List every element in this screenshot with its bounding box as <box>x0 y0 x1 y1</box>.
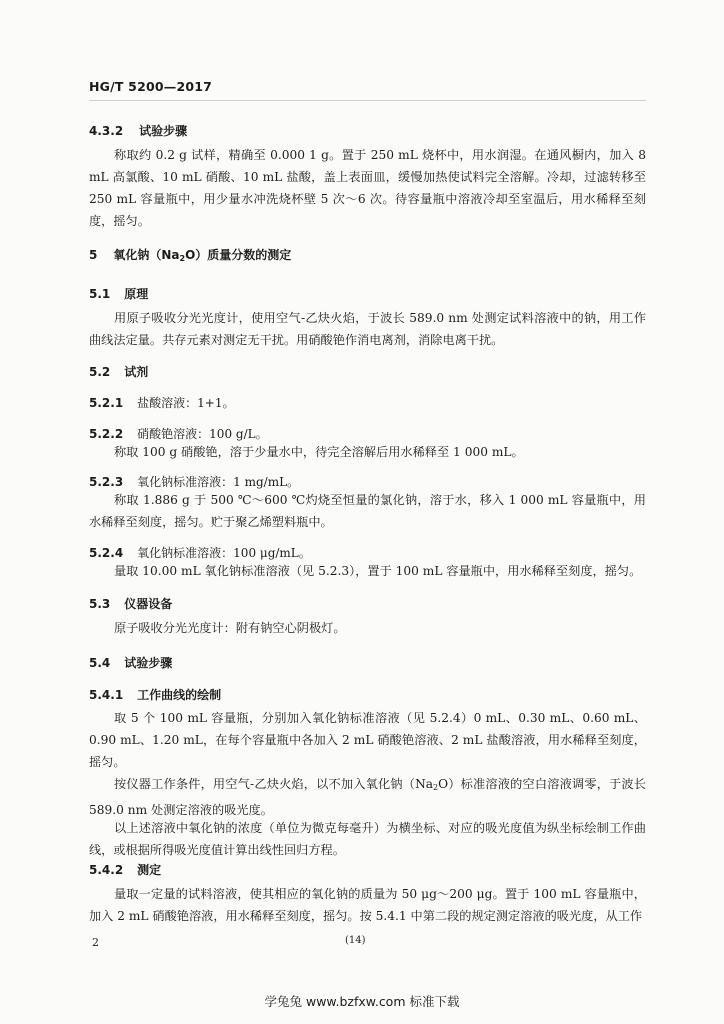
section-5-2-3 <box>89 473 299 490</box>
section-title-suffix: O）质量分数的测定 <box>185 248 292 262</box>
section-number: 5.4 <box>89 656 111 670</box>
page-number: 2 <box>92 936 99 949</box>
section-title: 试验步骤 <box>124 656 173 670</box>
section-number: 5.2 <box>89 365 111 379</box>
section-text: 硝酸铯溶液：100 g/L。 <box>137 427 268 441</box>
section-4-3-2-heading <box>89 122 187 139</box>
section-text: 氧化钠标准溶液：1 mg/mL。 <box>137 475 300 489</box>
section-title: 试剂 <box>124 365 149 379</box>
section-number: 5.4.2 <box>89 863 124 877</box>
section-5-2-4-body: 量取 10.00 mL 氧化钠标准溶液（见 5.2.3），置于 100 mL 容量瓶中，用水稀释至刻度，摇匀。 <box>114 564 642 578</box>
section-5-1-body: 用原子吸收分光光度计，使用空气-乙炔火焰，于波长 589.0 nm 处测定试料溶液中的钠，用工作曲线法定量。共存元素对测定无干扰。用硝酸铯作消电离剂，消除电离干扰。 <box>89 311 646 347</box>
section-title: 原理 <box>124 287 149 301</box>
section-title: 工作曲线的绘制 <box>137 688 222 702</box>
sheet-number: (14) <box>345 935 366 946</box>
subscript: 2 <box>433 783 439 792</box>
section-5-2-4 <box>89 544 311 561</box>
section-title: 试验步骤 <box>139 124 188 138</box>
section-title: 仪器设备 <box>124 597 173 611</box>
section-5-3-heading <box>89 595 172 612</box>
section-title-prefix: 氧化钠（Na <box>113 248 180 262</box>
section-5-4-heading <box>89 654 172 671</box>
section-5-2-3-body: 称取 1.886 g 于 500 ℃～600 ℃灼烧至恒量的氯化钠，溶于水，移入 1 000 mL 容量瓶中，用水稀释至刻度，摇匀。贮于聚乙烯塑料瓶中。 <box>89 493 646 529</box>
standard-code: HG/T 5200—2017 <box>89 79 213 94</box>
section-4-3-2-body: 称取约 0.2 g 试样，精确至 0.000 1 g。置于 250 mL 烧杯中，用水润湿。在通风橱内，加入 8 mL 高氯酸、10 mL 硝酸、10 mL 盐酸，盖上表面皿，缓慢加热使试料完全溶解。冷却，过滤转移至 250 mL 容量瓶中，用少量水冲洗烧杯壁 5 次～6 次。待容量瓶中溶液冷却至室温后，用水稀释至刻度，摇匀。 <box>89 148 646 228</box>
section-5-4-1-para-3: 以上述溶液中氧化钠的浓度（单位为微克每毫升）为横坐标、对应的吸光度值为纵坐标绘制工作曲线，或根据所得吸光度值计算出线性回归方程。 <box>89 821 646 857</box>
section-number: 5.2.2 <box>89 427 124 441</box>
section-title: 测定 <box>137 863 162 877</box>
section-5-3-body: 原子吸收分光光度计：附有钠空心阴极灯。 <box>114 621 346 635</box>
section-number: 5.2.4 <box>89 546 124 560</box>
section-number: 5.2.1 <box>89 396 124 410</box>
section-number: 5.2.3 <box>89 475 124 489</box>
section-5-heading <box>89 246 291 263</box>
section-5-4-1-heading <box>89 686 221 703</box>
section-5-4-2-heading <box>89 861 161 878</box>
section-number: 5.3 <box>89 597 111 611</box>
section-5-4-1-para-1: 取 5 个 100 mL 容量瓶，分别加入氧化钠标准溶液（见 5.2.4）0 mL、0.30 mL、0.60 mL、0.90 mL、1.20 mL，在每个容量瓶中各加入 2 mL 硝酸铯溶液、2 mL 盐酸溶液，用水稀释至刻度，摇匀。 <box>89 711 646 769</box>
section-number: 5.1 <box>89 287 111 301</box>
para-prefix: 按仪器工作条件，用空气-乙炔火焰，以不加入氧化钠（Na <box>114 777 434 791</box>
section-number: 4.3.2 <box>89 124 124 138</box>
section-5-4-2-body: 量取一定量的试料溶液，使其相应的氧化钠的质量为 50 μg～200 μg。置于 100 mL 容量瓶中，加入 2 mL 硝酸铯溶液，用水稀释至刻度，摇匀。按 5.4.1 中第二段的规定测定溶液的吸光度，从工作 <box>89 887 646 923</box>
section-number: 5.4.1 <box>89 688 124 702</box>
section-5-4-1-para-2 <box>89 773 646 821</box>
para-suffix: O）标准溶液的空白溶液调零，于波长 589.0 nm 处测定溶液的吸光度。 <box>89 777 646 817</box>
download-watermark: 学兔兔 www.bzfxw.com 标准下载 <box>264 994 460 1009</box>
section-text: 氧化钠标准溶液：100 μg/mL。 <box>137 546 311 560</box>
subscript: 2 <box>179 254 186 263</box>
section-5-2-2 <box>89 425 268 442</box>
header-divider <box>89 100 646 101</box>
section-5-1-heading <box>89 285 148 302</box>
section-text: 盐酸溶液：1+1。 <box>137 396 235 410</box>
section-number: 5 <box>89 248 98 262</box>
section-5-2-2-body: 称取 100 g 硝酸铯，溶于少量水中，待完全溶解后用水稀释至 1 000 mL。 <box>114 445 524 459</box>
section-5-2-1 <box>89 394 235 411</box>
section-5-2-heading <box>89 363 148 380</box>
